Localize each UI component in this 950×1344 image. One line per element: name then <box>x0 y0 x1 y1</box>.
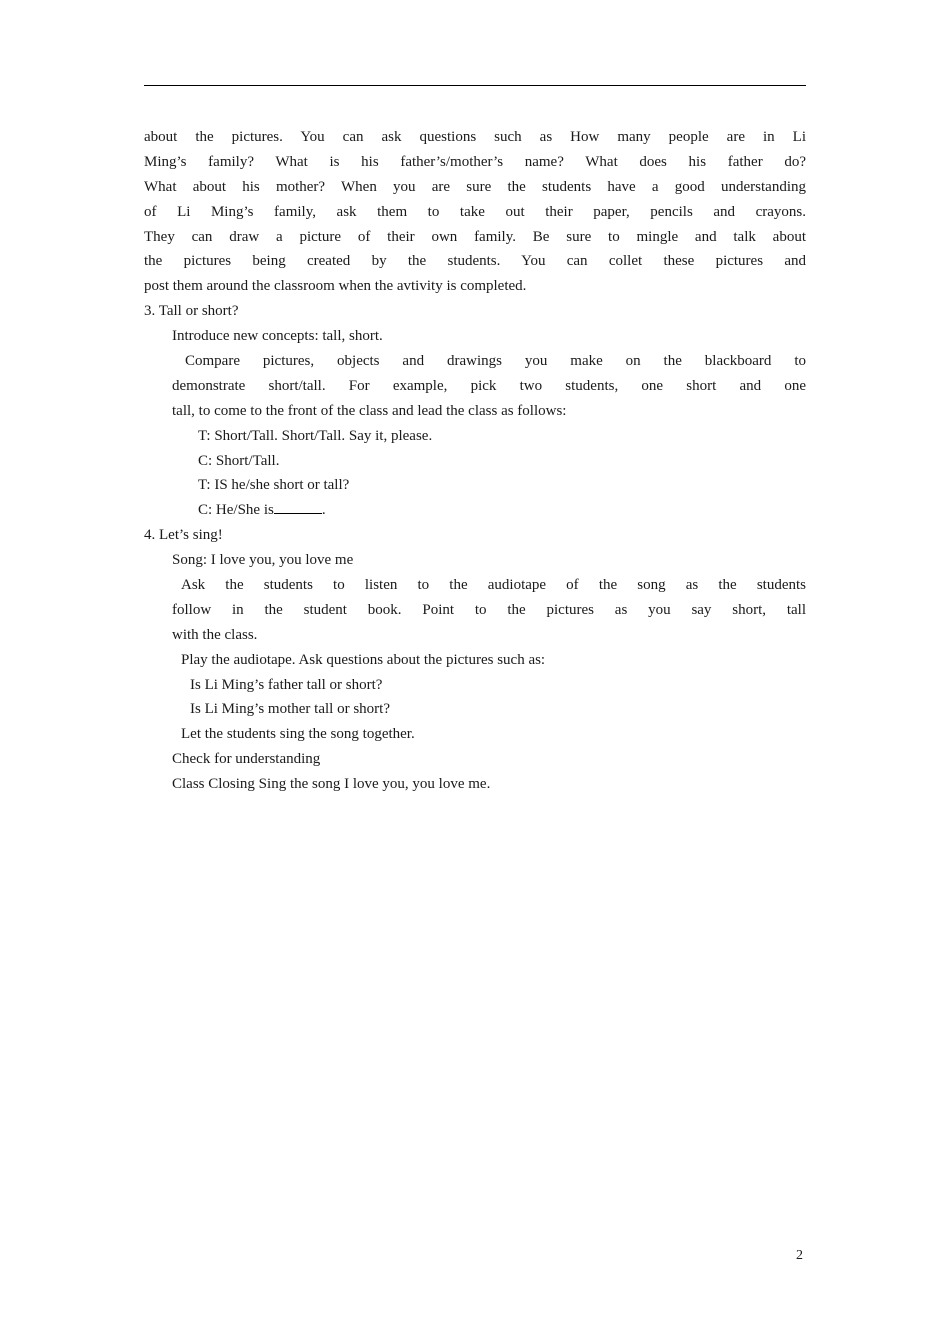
check-line: Check for understanding <box>172 751 321 768</box>
concepts-line: Introduce new concepts: tall, short. <box>172 328 383 345</box>
section-4-heading: 4. Let’s sing! <box>144 527 223 544</box>
header-rule <box>144 85 806 86</box>
instruction-line: Let the students sing the song together. <box>181 726 415 743</box>
instruction-line: Play the audiotape. Ask questions about the pictures such as: <box>181 651 546 668</box>
instruction-line: follow in the student book. Point to the pictures as you say short, tall <box>172 601 806 618</box>
compare-line: demonstrate short/tall. For example, pick two students, one short and one <box>172 377 806 394</box>
instruction-line: Ask the students to listen to the audiotape of the song as the students <box>181 577 806 594</box>
body-text <box>144 125 806 797</box>
question-line: Is Li Ming’s mother tall or short? <box>190 701 390 718</box>
paragraph-line: What about his mother? When you are sure the students have a good understanding <box>144 178 806 195</box>
section-3-heading: 3. Tall or short? <box>144 303 239 320</box>
dialogue-prefix: C: He/She is <box>198 502 274 519</box>
question-line: Is Li Ming’s father tall or short? <box>190 676 383 693</box>
page-number: 2 <box>796 1248 803 1263</box>
compare-line: tall, to come to the front of the class and lead the class as follows: <box>172 402 567 419</box>
closing-line: Class Closing Sing the song I love you, you love me. <box>172 776 491 793</box>
compare-line: Compare pictures, objects and drawings you make on the blackboard to <box>185 353 806 370</box>
dialogue-line: C: Short/Tall. <box>198 452 280 469</box>
song-line: Song: I love you, you love me <box>172 552 354 569</box>
dialogue-line-blank <box>144 498 806 523</box>
dialogue-line: T: IS he/she short or tall? <box>198 477 350 494</box>
paragraph-line: about the pictures. You can ask questions such as How many people are in Li <box>144 129 806 145</box>
fill-in-blank <box>274 499 322 514</box>
instruction-line: with the class. <box>172 626 258 643</box>
paragraph-line: of Li Ming’s family, ask them to take out their paper, pencils and crayons. <box>144 203 806 220</box>
dialogue-suffix: . <box>321 502 326 519</box>
paragraph-line: the pictures being created by the students. You can collet these pictures and <box>144 253 806 270</box>
paragraph-line: Ming’s family? What is his father’s/mother’s name? What does his father do? <box>144 153 806 170</box>
paragraph-line: post them around the classroom when the avtivity is completed. <box>144 278 527 295</box>
paragraph-line: They can draw a picture of their own family. Be sure to mingle and talk about <box>144 228 806 245</box>
dialogue-line: T: Short/Tall. Short/Tall. Say it, please. <box>198 427 433 444</box>
